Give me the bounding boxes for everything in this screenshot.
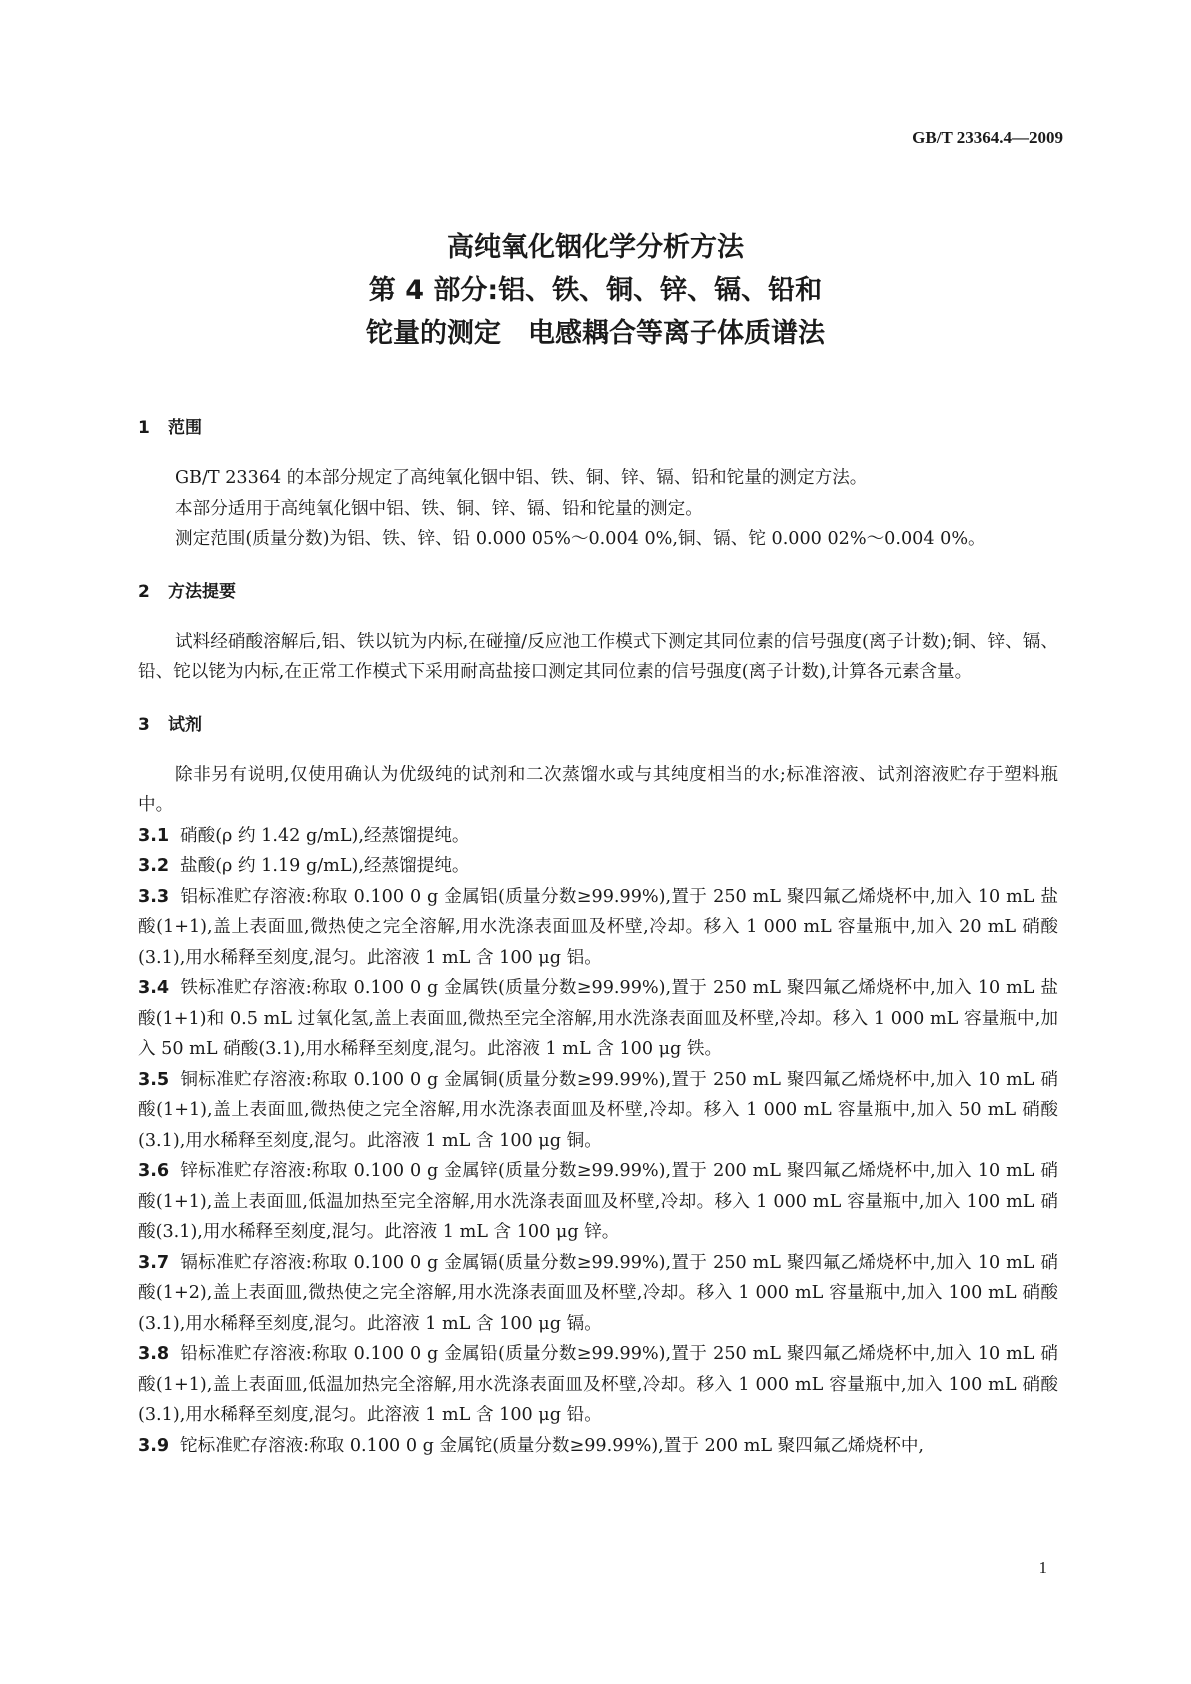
section-method-summary (138, 577, 1058, 688)
item-text: 镉标准贮存溶液:称取 0.100 0 g 金属镉(质量分数≥99.99%),置于 250 mL 聚四氟乙烯烧杯中,加入 10 mL 硝酸(1+2),盖上表面皿,微热使之完全溶解,用水洗涤表面皿及杯壁,冷却。移入 1 000 mL 容量瓶中,加入 100 mL 硝酸(3.1),用水稀释至刻度,混匀。此溶液 1 mL 含 100 μg 镉。 (138, 1252, 1058, 1334)
reagent-item (138, 851, 1058, 882)
item-number: 3.5 (138, 1069, 170, 1090)
item-text: 铊标准贮存溶液:称取 0.100 0 g 金属铊(质量分数≥99.99%),置于 200 mL 聚四氟乙烯烧杯中, (180, 1435, 925, 1456)
item-number: 3.1 (138, 825, 170, 846)
section-title: 试剂 (168, 714, 202, 735)
standard-code: GB/T 23364.4—2009 (912, 128, 1063, 147)
section-heading (138, 710, 1058, 740)
title-line-2: 第 4 部分:铝、铁、铜、锌、镉、铅和 (368, 275, 823, 306)
section-number: 1 (138, 418, 150, 438)
item-text: 铜标准贮存溶液:称取 0.100 0 g 金属铜(质量分数≥99.99%),置于 250 mL 聚四氟乙烯烧杯中,加入 10 mL 硝酸(1+1),盖上表面皿,微热使之完全溶解,用水洗涤表面皿及杯壁,冷却。移入 1 000 mL 容量瓶中,加入 50 mL 硝酸(3.1),用水稀释至刻度,混匀。此溶液 1 mL 含 100 μg 铜。 (138, 1069, 1058, 1151)
paragraph: GB/T 23364 的本部分规定了高纯氧化铟中铝、铁、铜、锌、镉、铅和铊量的测定方法。 (175, 468, 868, 488)
reagent-item (138, 1339, 1058, 1431)
item-number: 3.8 (138, 1344, 170, 1364)
section-number: 2 (138, 581, 150, 602)
section-reagents (138, 710, 1058, 1462)
item-text: 锌标准贮存溶液:称取 0.100 0 g 金属锌(质量分数≥99.99%),置于 200 mL 聚四氟乙烯烧杯中,加入 10 mL 硝酸(1+1),盖上表面皿,低温加热至完全溶解,用水洗涤表面皿及杯壁,冷却。移入 1 000 mL 容量瓶中,加入 100 mL 硝酸(3.1),用水稀释至刻度,混匀。此溶液 1 mL 含 100 μg 锌。 (138, 1161, 1058, 1242)
item-number: 3.3 (138, 886, 170, 907)
item-number: 3.7 (138, 1252, 170, 1273)
document-title (0, 226, 1191, 355)
reagent-item (138, 1248, 1058, 1340)
section-title: 范围 (168, 418, 202, 438)
item-number: 3.6 (138, 1161, 170, 1181)
reagent-item (138, 882, 1058, 974)
document-body (138, 413, 1058, 1483)
paragraph: 本部分适用于高纯氧化铟中铝、铁、铜、锌、镉、铅和铊量的测定。 (175, 498, 703, 519)
section-number: 3 (138, 714, 150, 735)
reagent-item (138, 1065, 1058, 1157)
title-line-1: 高纯氧化铟化学分析方法 (447, 232, 744, 263)
item-text: 铅标准贮存溶液:称取 0.100 0 g 金属铅(质量分数≥99.99%),置于 250 mL 聚四氟乙烯烧杯中,加入 10 mL 硝酸(1+1),盖上表面皿,低温加热完全溶解,用水洗涤表面皿及杯壁,冷却。移入 1 000 mL 容量瓶中,加入 100 mL 硝酸(3.1),用水稀释至刻度,混匀。此溶液 1 mL 含 100 μg 铅。 (138, 1344, 1058, 1425)
title-line-3: 铊量的测定 电感耦合等离子体质谱法 (366, 318, 825, 349)
paragraph: 试料经硝酸溶解后,铝、铁以钪为内标,在碰撞/反应池工作模式下测定其同位素的信号强度(离子计数);铜、锌、镉、铅、铊以铑为内标,在正常工作模式下采用耐高盐接口测定其同位素的信号强度(离子计数),计算各元素含量。 (138, 631, 1058, 682)
item-number: 3.9 (138, 1435, 170, 1456)
paragraph: 除非另有说明,仅使用确认为优级纯的试剂和二次蒸馏水或与其纯度相当的水;标准溶液、试剂溶液贮存于塑料瓶中。 (138, 764, 1058, 815)
paragraph: 测定范围(质量分数)为铝、铁、锌、铅 0.000 05%～0.004 0%,铜、镉、铊 0.000 02%～0.004 0%。 (175, 529, 986, 549)
reagent-item (138, 1156, 1058, 1248)
section-scope (138, 413, 1058, 555)
item-text: 盐酸(ρ 约 1.19 g/mL),经蒸馏提纯。 (180, 856, 470, 876)
section-heading (138, 577, 1058, 607)
reagent-item (138, 1431, 1058, 1462)
reagent-item (138, 821, 1058, 852)
section-heading (138, 413, 1058, 443)
item-number: 3.2 (138, 856, 170, 876)
item-number: 3.4 (138, 978, 170, 998)
item-text: 铝标准贮存溶液:称取 0.100 0 g 金属铝(质量分数≥99.99%),置于 250 mL 聚四氟乙烯烧杯中,加入 10 mL 盐酸(1+1),盖上表面皿,微热使之完全溶解,用水洗涤表面皿及杯壁,冷却。移入 1 000 mL 容量瓶中,加入 20 mL 硝酸(3.1),用水稀释至刻度,混匀。此溶液 1 mL 含 100 μg 铝。 (138, 886, 1058, 968)
page-number: 1 (1038, 1558, 1047, 1577)
section-title: 方法提要 (168, 581, 236, 602)
item-text: 铁标准贮存溶液:称取 0.100 0 g 金属铁(质量分数≥99.99%),置于 250 mL 聚四氟乙烯烧杯中,加入 10 mL 盐酸(1+1)和 0.5 mL 过氧化氢,盖上表面皿,微热至完全溶解,用水洗涤表面皿及杯壁,冷却。移入 1 000 mL 容量瓶中,加入 50 mL 硝酸(3.1),用水稀释至刻度,混匀。此溶液 1 mL 含 100 μg 铁。 (138, 978, 1058, 1059)
reagent-item (138, 973, 1058, 1065)
item-text: 硝酸(ρ 约 1.42 g/mL),经蒸馏提纯。 (180, 825, 470, 846)
